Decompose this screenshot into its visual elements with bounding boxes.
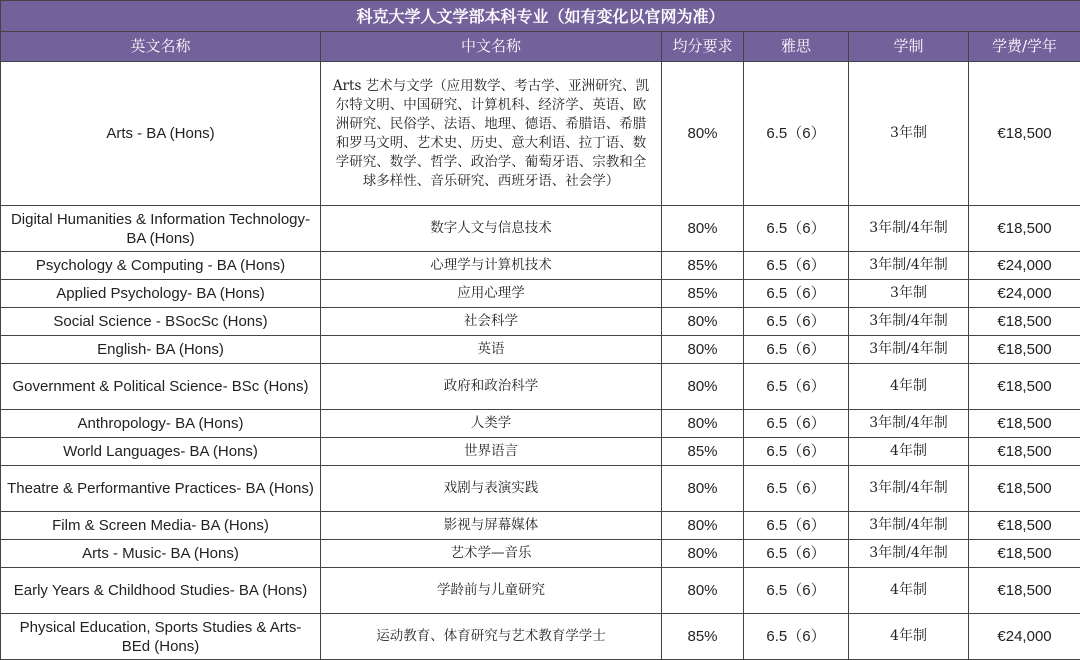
ielts-cell: 6.5（6） xyxy=(744,308,849,336)
english-name-cell: Film & Screen Media- BA (Hons) xyxy=(1,512,321,540)
english-name-cell: Theatre & Performantive Practices- BA (Hons) xyxy=(1,466,321,512)
ielts-cell: 6.5（6） xyxy=(744,336,849,364)
english-name-cell: English- BA (Hons) xyxy=(1,336,321,364)
chinese-name-cell: 戏剧与表演实践 xyxy=(321,466,662,512)
chinese-name-cell: 社会科学 xyxy=(321,308,662,336)
fee-cell: €18,500 xyxy=(969,540,1080,568)
title-row xyxy=(1,1,1080,32)
duration-cell: 3年制/4年制 xyxy=(849,336,969,364)
table-row xyxy=(1,364,1080,410)
gpa-cell: 80% xyxy=(662,364,744,410)
table-row xyxy=(1,206,1080,252)
ielts-cell: 6.5（6） xyxy=(744,568,849,614)
chinese-name-cell: 运动教育、体育研究与艺术教育学学士 xyxy=(321,614,662,660)
duration-cell: 3年制 xyxy=(849,62,969,206)
chinese-name-cell: 数字人文与信息技术 xyxy=(321,206,662,252)
duration-cell: 4年制 xyxy=(849,364,969,410)
ielts-cell: 6.5（6） xyxy=(744,512,849,540)
duration-cell: 3年制/4年制 xyxy=(849,308,969,336)
english-name-cell: Physical Education, Sports Studies & Arts- BEd (Hons) xyxy=(1,614,321,660)
chinese-name-cell: Arts 艺术与文学（应用数学、考古学、亚洲研究、凯尔特文明、中国研究、计算机科、经济学、英语、欧洲研究、民俗学、法语、地理、德语、希腊语、希腊和罗马文明、艺术史、历史、意大利语、拉丁语、数学研究、数学、哲学、政治学、葡萄牙语、宗教和全球多样性、音乐研究、西班牙语、社会学） xyxy=(321,62,662,206)
chinese-name-cell: 影视与屏幕媒体 xyxy=(321,512,662,540)
header-fee: 学费/学年 xyxy=(969,32,1080,62)
duration-cell: 3年制/4年制 xyxy=(849,410,969,438)
ielts-cell: 6.5（6） xyxy=(744,614,849,660)
gpa-cell: 80% xyxy=(662,466,744,512)
chinese-name-cell: 艺术学—音乐 xyxy=(321,540,662,568)
table-row xyxy=(1,336,1080,364)
chinese-name-cell: 世界语言 xyxy=(321,438,662,466)
english-name-cell: Anthropology- BA (Hons) xyxy=(1,410,321,438)
table-row xyxy=(1,466,1080,512)
chinese-name-cell: 学龄前与儿童研究 xyxy=(321,568,662,614)
chinese-name-cell: 政府和政治科学 xyxy=(321,364,662,410)
duration-cell: 3年制/4年制 xyxy=(849,206,969,252)
table-row xyxy=(1,540,1080,568)
fee-cell: €18,500 xyxy=(969,438,1080,466)
fee-cell: €24,000 xyxy=(969,252,1080,280)
gpa-cell: 85% xyxy=(662,252,744,280)
table-row xyxy=(1,252,1080,280)
fee-cell: €18,500 xyxy=(969,364,1080,410)
table-row xyxy=(1,308,1080,336)
english-name-cell: Social Science - BSocSc (Hons) xyxy=(1,308,321,336)
duration-cell: 3年制 xyxy=(849,280,969,308)
fee-cell: €18,500 xyxy=(969,336,1080,364)
table-title: 科克大学人文学部本科专业（如有变化以官网为准） xyxy=(1,1,1080,32)
gpa-cell: 80% xyxy=(662,410,744,438)
fee-cell: €18,500 xyxy=(969,466,1080,512)
duration-cell: 4年制 xyxy=(849,614,969,660)
table-row xyxy=(1,512,1080,540)
gpa-cell: 80% xyxy=(662,62,744,206)
header-ielts: 雅思 xyxy=(744,32,849,62)
ielts-cell: 6.5（6） xyxy=(744,466,849,512)
ielts-cell: 6.5（6） xyxy=(744,438,849,466)
fee-cell: €18,500 xyxy=(969,308,1080,336)
chinese-name-cell: 英语 xyxy=(321,336,662,364)
header-duration: 学制 xyxy=(849,32,969,62)
chinese-name-cell: 人类学 xyxy=(321,410,662,438)
gpa-cell: 80% xyxy=(662,206,744,252)
gpa-cell: 85% xyxy=(662,614,744,660)
ielts-cell: 6.5（6） xyxy=(744,364,849,410)
ielts-cell: 6.5（6） xyxy=(744,62,849,206)
header-row xyxy=(1,32,1080,62)
english-name-cell: Arts - Music- BA (Hons) xyxy=(1,540,321,568)
fee-cell: €18,500 xyxy=(969,206,1080,252)
table-row xyxy=(1,62,1080,206)
header-english-name: 英文名称 xyxy=(1,32,321,62)
ielts-cell: 6.5（6） xyxy=(744,540,849,568)
english-name-cell: Arts - BA (Hons) xyxy=(1,62,321,206)
duration-cell: 3年制/4年制 xyxy=(849,512,969,540)
english-name-cell: Applied Psychology- BA (Hons) xyxy=(1,280,321,308)
table-row xyxy=(1,568,1080,614)
fee-cell: €18,500 xyxy=(969,410,1080,438)
english-name-cell: World Languages- BA (Hons) xyxy=(1,438,321,466)
fee-cell: €18,500 xyxy=(969,62,1080,206)
header-gpa: 均分要求 xyxy=(662,32,744,62)
english-name-cell: Government & Political Science- BSc (Hons) xyxy=(1,364,321,410)
chinese-name-cell: 应用心理学 xyxy=(321,280,662,308)
duration-cell: 3年制/4年制 xyxy=(849,466,969,512)
ielts-cell: 6.5（6） xyxy=(744,410,849,438)
table-row xyxy=(1,410,1080,438)
ielts-cell: 6.5（6） xyxy=(744,206,849,252)
fee-cell: €18,500 xyxy=(969,512,1080,540)
ielts-cell: 6.5（6） xyxy=(744,252,849,280)
fee-cell: €24,000 xyxy=(969,280,1080,308)
gpa-cell: 85% xyxy=(662,280,744,308)
gpa-cell: 80% xyxy=(662,540,744,568)
table-row xyxy=(1,280,1080,308)
table-row xyxy=(1,438,1080,466)
ielts-cell: 6.5（6） xyxy=(744,280,849,308)
english-name-cell: Psychology & Computing - BA (Hons) xyxy=(1,252,321,280)
header-chinese-name: 中文名称 xyxy=(321,32,662,62)
gpa-cell: 80% xyxy=(662,336,744,364)
chinese-name-cell: 心理学与计算机技术 xyxy=(321,252,662,280)
gpa-cell: 80% xyxy=(662,568,744,614)
duration-cell: 3年制/4年制 xyxy=(849,540,969,568)
table-row xyxy=(1,614,1080,660)
english-name-cell: Digital Humanities & Information Technology- BA (Hons) xyxy=(1,206,321,252)
duration-cell: 4年制 xyxy=(849,568,969,614)
fee-cell: €24,000 xyxy=(969,614,1080,660)
gpa-cell: 80% xyxy=(662,308,744,336)
fee-cell: €18,500 xyxy=(969,568,1080,614)
gpa-cell: 80% xyxy=(662,512,744,540)
duration-cell: 3年制/4年制 xyxy=(849,252,969,280)
gpa-cell: 85% xyxy=(662,438,744,466)
duration-cell: 4年制 xyxy=(849,438,969,466)
english-name-cell: Early Years & Childhood Studies- BA (Hons) xyxy=(1,568,321,614)
